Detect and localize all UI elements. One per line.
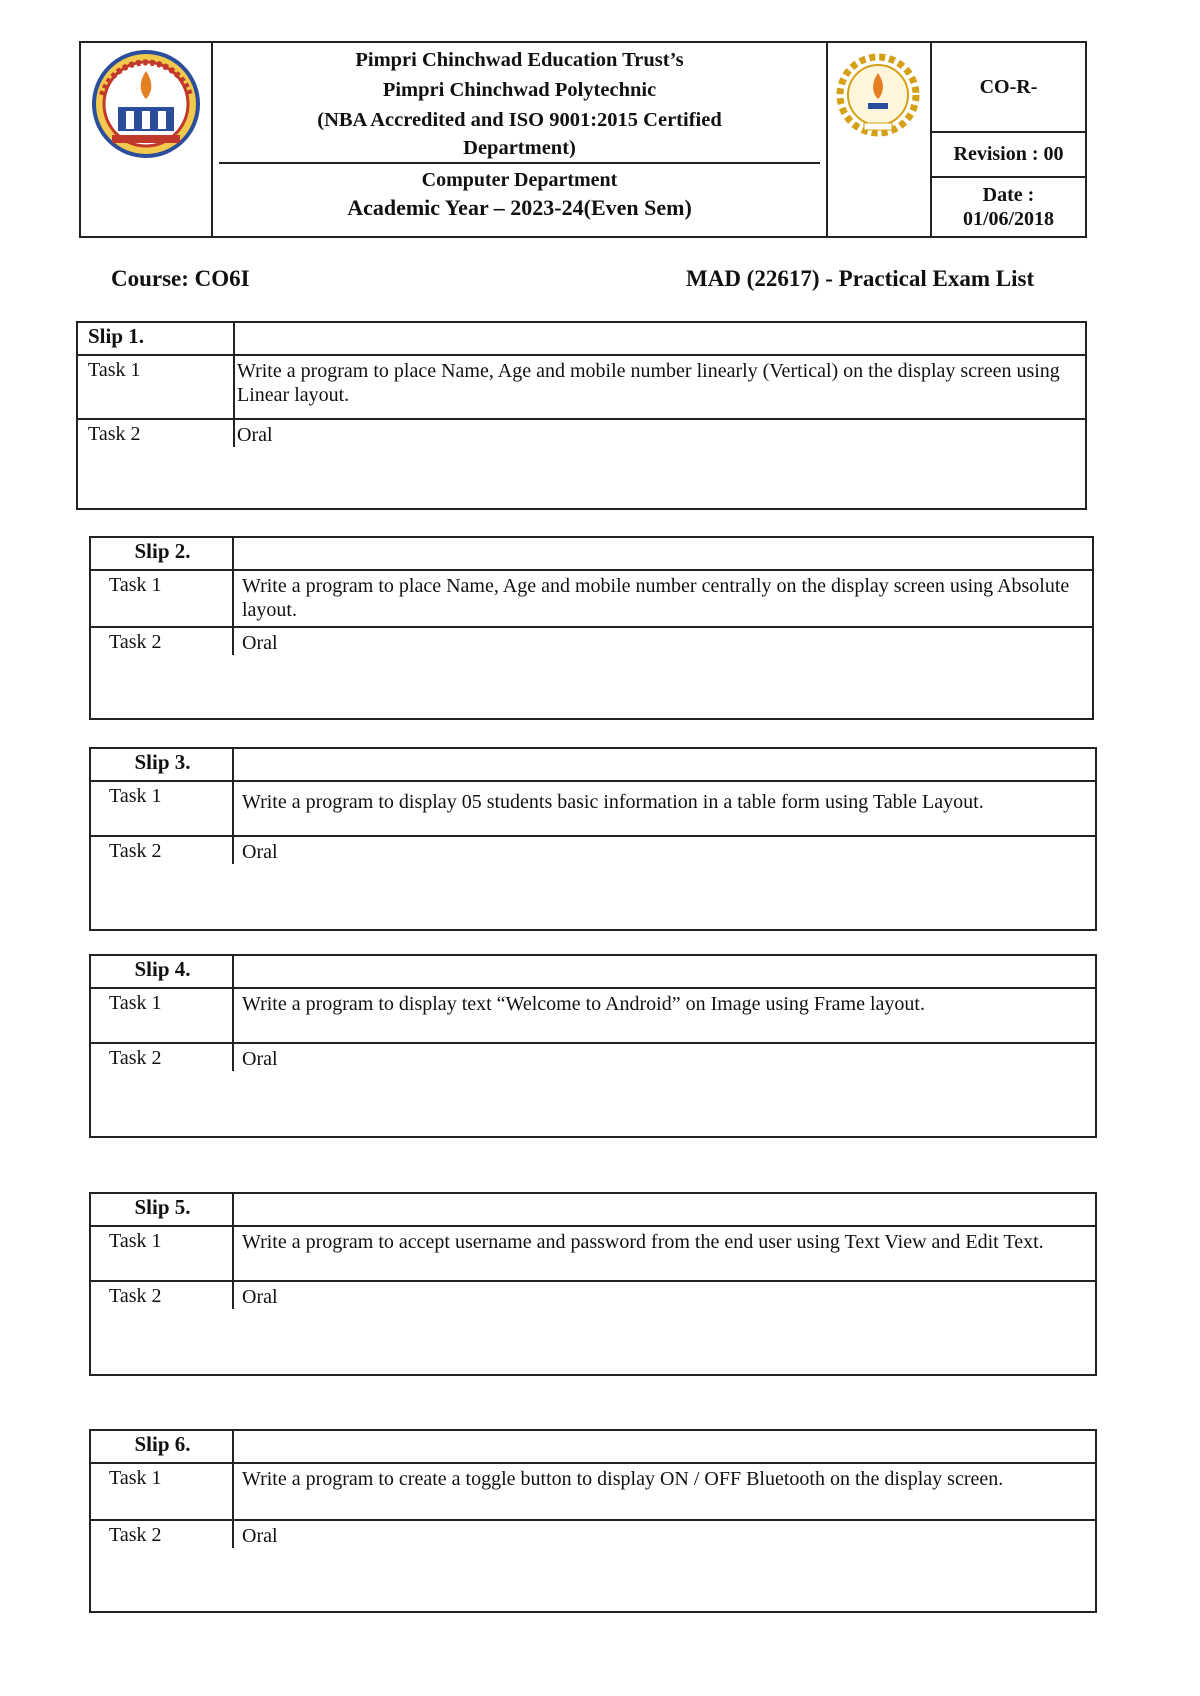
header-logo-cell-left [81,43,213,236]
task-description: Write a program to display 05 students basic information in a table form using Table Layout. [242,791,984,813]
task-label: Task 2 [91,1521,234,1548]
exam-list-title: MAD (22617) - Practical Exam List [686,266,1035,291]
task-row [91,628,1092,655]
task-description: Oral [242,841,278,863]
task-label: Task 2 [91,837,234,864]
task-row [91,571,1092,628]
slip-header-blank [235,323,1085,354]
department-name: Computer Department [421,169,618,191]
task-description: Write a program to create a toggle button to display ON / OFF Bluetooth on the display screen. [242,1468,1004,1490]
task-description: Write a program to place Name, Age and mobile number linearly (Vertical) on the display screen using Linear layout. [237,360,1060,406]
slip-header-row [91,1194,1095,1227]
slip-title: Slip 3. [91,749,234,780]
task-label: Task 1 [91,782,234,835]
task-row [91,1227,1095,1282]
revision-number: Revision : 00 [932,133,1085,178]
accreditation-line-2: Department) [463,137,576,159]
task-row [78,356,1085,420]
header-logo-cell-right [828,43,932,236]
slip-table-2 [89,536,1094,720]
academic-year: Academic Year – 2023-24(Even Sem) [347,195,692,220]
task-description: Oral [242,1048,278,1070]
slip-header-blank [234,1194,1095,1225]
institute-emblem-logo [88,49,204,159]
task-description: Write a program to display text “Welcome to Android” on Image using Frame layout. [242,993,925,1015]
task-label: Task 1 [91,571,234,626]
trust-name: Pimpri Chinchwad Education Trust’s [355,49,684,71]
task-description: Oral [242,632,278,654]
task-row [91,782,1095,837]
slip-table-1 [76,321,1087,510]
slip-header-row [91,538,1092,571]
slip-title: Slip 2. [91,538,234,569]
task-label: Task 1 [78,356,235,418]
accreditation-line-1: (NBA Accredited and ISO 9001:2015 Certified [317,109,722,131]
slip-title: Slip 5. [91,1194,234,1225]
slip-title: Slip 6. [91,1431,234,1462]
slip-header-row [91,956,1095,989]
slip-header-blank [234,956,1095,987]
institute-name: Pimpri Chinchwad Polytechnic [382,79,657,101]
slip-header-blank [234,749,1095,780]
task-row [91,1464,1095,1521]
slip-header-row [91,1431,1095,1464]
task-row [91,1282,1095,1309]
header-meta-cell [932,43,1085,236]
slip-header-blank [234,538,1092,569]
slip-header-row [78,323,1085,356]
task-label: Task 1 [91,989,234,1042]
header-department-block [213,164,826,222]
header-table [79,41,1087,238]
slip-title: Slip 4. [91,956,234,987]
document-code: CO-R- [932,43,1085,133]
slip-header-blank [234,1431,1095,1462]
task-label: Task 1 [91,1464,234,1519]
date-value: 01/06/2018 [962,208,1055,230]
slip-table-5 [89,1192,1097,1376]
date-label: Date : [982,184,1035,206]
task-description: Oral [242,1286,278,1308]
task-row [91,1521,1095,1548]
slip-table-4 [89,954,1097,1138]
course-code: Course: CO6I [111,266,250,291]
task-label: Task 2 [91,1282,234,1309]
task-row [91,1044,1095,1071]
task-description: Write a program to place Name, Age and mobile number centrally on the display screen using Absolute layout. [242,575,1070,621]
slip-table-6 [89,1429,1097,1613]
task-label: Task 2 [91,1044,234,1071]
task-label: Task 2 [78,420,235,447]
task-description: Write a program to accept username and password from the end user using Text View and Edit Text. [242,1231,1044,1253]
task-row [91,837,1095,864]
header-title-cell [213,43,828,236]
date-block [932,178,1085,236]
task-description: Oral [242,1525,278,1547]
polytechnic-gear-logo [836,53,920,137]
slip-table-3 [89,747,1097,931]
header-institute-block [219,43,820,164]
slip-title: Slip 1. [78,323,235,354]
task-row [91,989,1095,1044]
task-description: Oral [237,424,273,446]
slip-header-row [91,749,1095,782]
task-row [78,420,1085,447]
task-label: Task 2 [91,628,234,655]
task-label: Task 1 [91,1227,234,1280]
